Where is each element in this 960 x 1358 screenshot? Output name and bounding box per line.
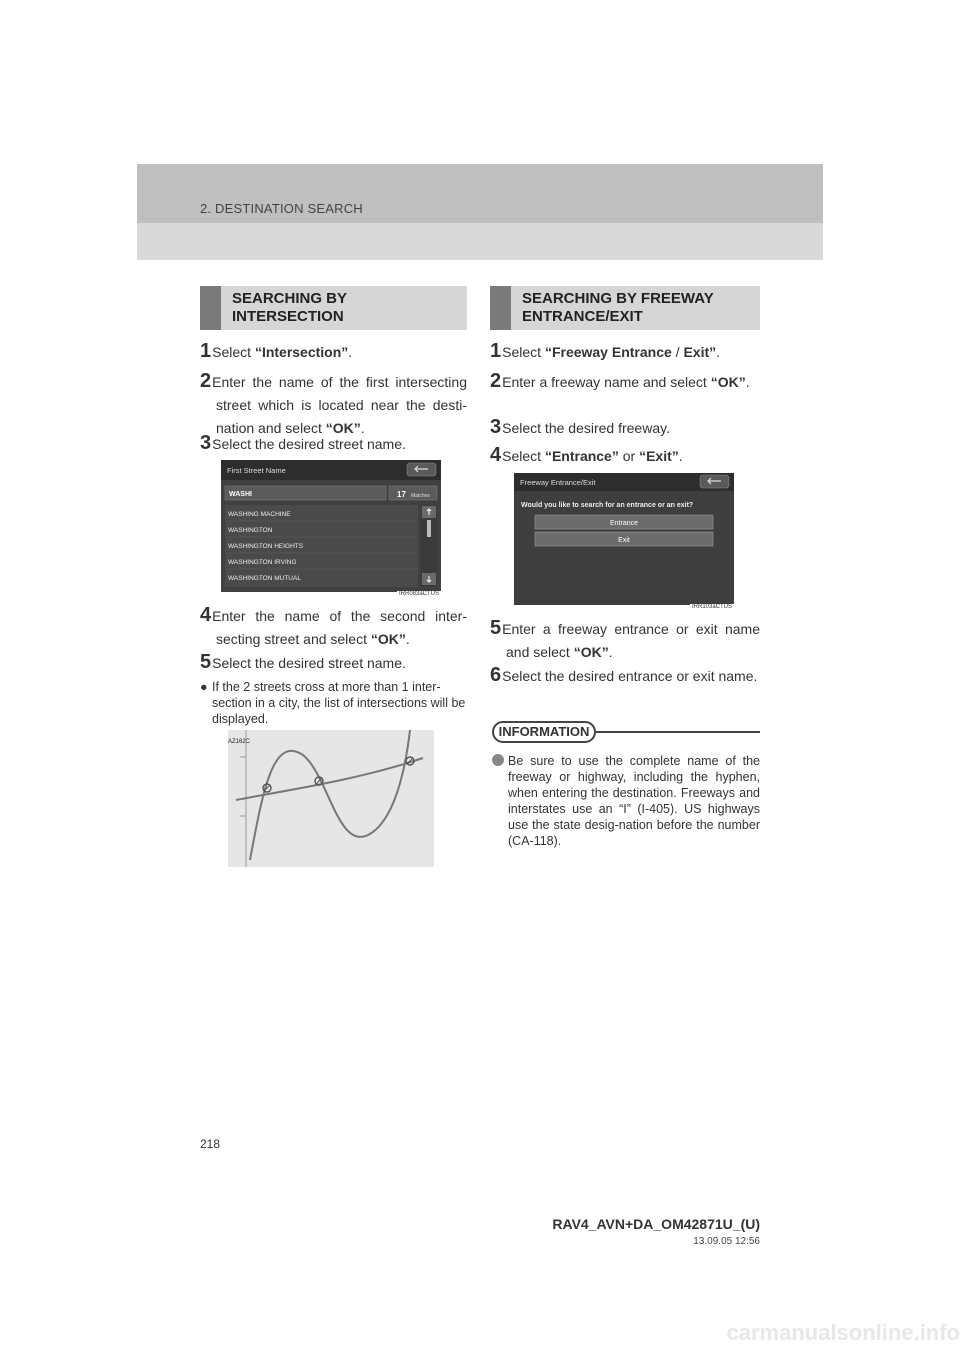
list-item[interactable]: WASHINGTON HEIGHTS	[228, 543, 304, 550]
exit-label: Exit	[618, 537, 630, 544]
scroll-thumb[interactable]	[427, 520, 431, 537]
step-text-end: .	[678, 448, 683, 464]
step-number: 5	[490, 617, 502, 639]
step-text-end: .	[405, 631, 410, 647]
step-text: Select	[502, 344, 545, 360]
step-text-mid: /	[671, 344, 684, 360]
information-rule	[596, 731, 760, 733]
intersection-diagram-svg	[228, 730, 434, 867]
left-step-1	[200, 340, 467, 364]
bullet-icon: ●	[200, 680, 208, 694]
step-text: Enter the name of the first intersecting street which is located near the desti-nation and select	[212, 374, 467, 436]
step-bold: “Intersection”	[254, 344, 349, 360]
left-step-3	[200, 432, 467, 456]
step-text-end: .	[745, 374, 750, 390]
step-text: Select the desired street name.	[212, 655, 406, 671]
right-step-6	[490, 664, 760, 688]
screen-title: First Street Name	[227, 466, 286, 475]
match-label: Matches	[411, 493, 430, 499]
information-text: Be sure to use the complete name of the freeway or highway, including the hyphen, when entering the destination. Freeways and interstates use an “I” (I-405). US highways use the state desig-nation before the number (CA-118).	[508, 754, 760, 848]
step-text: Enter the name of the second inter-secting street and select	[212, 608, 467, 647]
left-step-4	[200, 604, 467, 651]
step-number: 4	[490, 444, 502, 466]
screen-title: Freeway Entrance/Exit	[520, 478, 596, 487]
right-step-1	[490, 340, 760, 364]
left-section-heading	[200, 286, 467, 330]
street-name-screen	[221, 460, 441, 592]
step-text: Select	[502, 448, 545, 464]
step-number: 1	[200, 340, 212, 362]
street-two-line	[250, 730, 410, 860]
step-text-mid: or	[618, 448, 640, 464]
freeway-screenshot	[514, 473, 734, 610]
step-number: 2	[200, 370, 212, 392]
question-text: Would you like to search for an entrance or an exit?	[521, 502, 694, 509]
right-section-heading	[490, 286, 760, 330]
left-step-5	[200, 651, 467, 675]
list-item[interactable]: WASHINGTON	[228, 527, 273, 534]
left-heading-text: SEARCHING BY INTERSECTION	[232, 290, 348, 325]
step-number: 3	[490, 416, 502, 438]
step-number: 6	[490, 664, 502, 686]
right-step-4	[490, 444, 760, 468]
step-text: Select the desired entrance or exit name.	[502, 668, 758, 684]
step-number: 4	[200, 604, 212, 626]
left-step-2	[200, 370, 467, 440]
step-text: Select	[212, 344, 255, 360]
list-item[interactable]: WASHINGTON IRVING	[228, 559, 297, 566]
entrance-label: Entrance	[609, 520, 639, 527]
search-input-value: WASHI	[229, 491, 252, 498]
image-code: AZ162C	[228, 739, 251, 745]
list-item[interactable]: WASHINGTON MUTUAL	[228, 575, 301, 582]
print-date: 13.09.05 12:56	[693, 1236, 760, 1247]
freeway-screen	[514, 473, 734, 605]
heading-bar	[490, 286, 511, 330]
right-step-3	[490, 416, 760, 440]
step-number: 3	[200, 432, 212, 454]
right-heading-text: SEARCHING BY FREEWAY ENTRANCE/EXIT	[522, 290, 714, 325]
image-code: IRR103aCTUS	[691, 604, 732, 610]
step-text-end: .	[608, 644, 613, 660]
step-text-end: .	[348, 344, 353, 360]
step-bold: “OK”	[573, 644, 609, 660]
right-step-2	[490, 370, 760, 394]
step-text-end: .	[716, 344, 721, 360]
step-bold-2: “Exit”	[639, 448, 679, 464]
step-bold: “Freeway Entrance	[544, 344, 672, 360]
image-code: IRR083aCTUS	[398, 591, 439, 597]
heading-bar	[200, 286, 221, 330]
match-count: 17	[397, 490, 406, 499]
step-text: Enter a freeway entrance or exit name and select	[502, 621, 760, 660]
step-bold: “Entrance”	[544, 448, 619, 464]
info-bullet-icon	[492, 754, 504, 766]
step-bold: “OK”	[325, 420, 361, 436]
step-bold: “OK”	[370, 631, 406, 647]
step-text: Select the desired street name.	[212, 436, 406, 452]
page-number: 218	[200, 1137, 221, 1151]
step-number: 1	[490, 340, 502, 362]
street-name-screenshot	[221, 460, 441, 597]
bullet-text: If the 2 streets cross at more than 1 inter-section in a city, the list of intersections will be displayed.	[212, 680, 466, 726]
step-bold: “OK”	[710, 374, 746, 390]
step-number: 2	[490, 370, 502, 392]
intersection-diagram	[228, 730, 434, 867]
list-item[interactable]: WASHING MACHINE	[228, 511, 291, 518]
information-label: INFORMATION	[492, 721, 596, 743]
watermark: carmanualsonline.info	[726, 1320, 960, 1345]
step-text-end: .	[360, 420, 365, 436]
step-text: Select the desired freeway.	[502, 420, 670, 436]
step-text: Enter a freeway name and select	[502, 374, 711, 390]
section-title: 2. DESTINATION SEARCH	[200, 201, 363, 216]
step-bold-2: Exit”	[683, 344, 717, 360]
right-step-5	[490, 617, 760, 664]
left-bullet	[200, 679, 467, 727]
step-number: 5	[200, 651, 212, 673]
document-id: RAV4_AVN+DA_OM42871U_(U)	[552, 1216, 760, 1232]
